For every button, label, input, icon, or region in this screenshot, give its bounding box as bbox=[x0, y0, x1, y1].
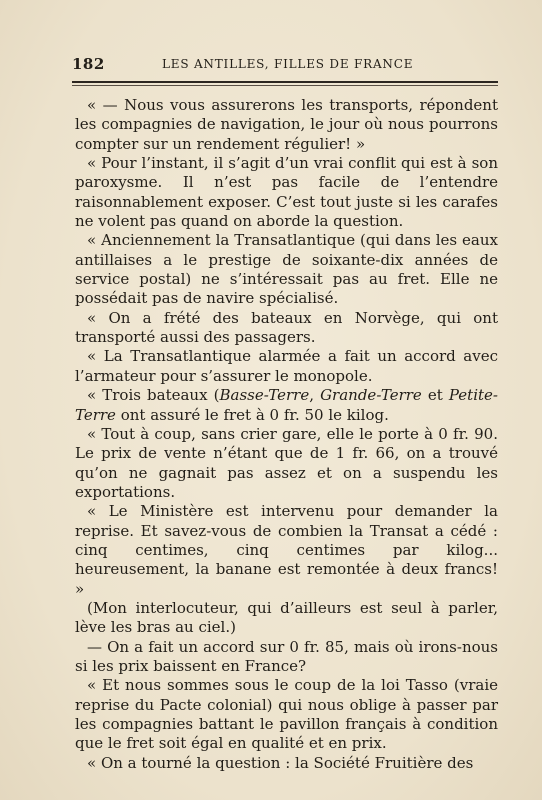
paragraph-ship-names bbox=[75, 386, 498, 425]
paragraph: (Mon interlocuteur, qui d’ailleurs est seul à parler, lève les bras au ciel.) bbox=[75, 598, 498, 637]
paragraph-text: ont assuré le fret à 0 fr. 50 le kilog. bbox=[115, 405, 389, 424]
paragraph: « Et nous sommes sous le coup de la loi Tasso (vraie reprise du Pacte colonial) qui nous oblige à passer par les compagnies battant le pavillon français à condition que le fret soit égal en qualité et en prix. bbox=[75, 676, 498, 753]
paragraph-text: , bbox=[309, 386, 321, 405]
page-header bbox=[72, 55, 497, 79]
body-text bbox=[75, 96, 498, 773]
paragraph: « — Nous vous assurerons les transports, répondent les compagnies de navigation, le jour où nous pourrons compter sur un rendement régulier! » bbox=[75, 96, 498, 153]
paragraph-text: et bbox=[421, 386, 449, 405]
paragraph: « La Transatlantique alarmée a fait un accord avec l’armateur pour s’assurer le monopole. bbox=[75, 347, 498, 385]
paragraph-text: « Trois bateaux ( bbox=[87, 386, 220, 405]
header-rule-thin bbox=[72, 85, 498, 86]
running-title: LES ANTILLES, FILLES DE FRANCE bbox=[162, 57, 414, 71]
paragraph: « Pour l’instant, il s’agit d’un vrai conflit qui est à son paroxysme. Il n’est pas facile de l’entendre raisonnablement exposer. C’est tout juste si les carafes ne volent pas quand on aborde la question. bbox=[75, 154, 498, 231]
paragraph: « Tout à coup, sans crier gare, elle le porte à 0 fr. 90. Le prix de vente n’étant que de 1 fr. 66, on a trouvé qu’on ne gagnait pas assez et on a suspendu les exportations. bbox=[75, 424, 498, 501]
header-rule bbox=[72, 81, 498, 83]
paragraph: « Le Ministère est intervenu pour demander la reprise. Et savez-vous de combien la Transat a cédé : cinq centimes, cinq centimes par kilog... heureusement, la banane est remontée à deux francs! » bbox=[75, 502, 498, 598]
page-number: 182 bbox=[72, 55, 105, 73]
paragraph: « On a tourné la question : la Société Fruitière des bbox=[87, 753, 474, 772]
ship-name: Petite-Terre bbox=[75, 386, 498, 424]
paragraph: « On a frété des bateaux en Norvège, qui ont transporté aussi des passagers. bbox=[75, 308, 498, 347]
paragraph: — On a fait un accord sur 0 fr. 85, mais où irons-nous si les prix baissent en France? bbox=[75, 637, 498, 675]
ship-name: Basse-Terre bbox=[219, 386, 310, 405]
ship-name: Grande-Terre bbox=[320, 386, 422, 405]
paragraph: « Anciennement la Transatlantique (qui dans les eaux antillaises a le prestige de soixante-dix années de service postal) ne s’intéressait pas au fret. Elle ne possédait pas de navire spécialisé. bbox=[75, 231, 498, 308]
